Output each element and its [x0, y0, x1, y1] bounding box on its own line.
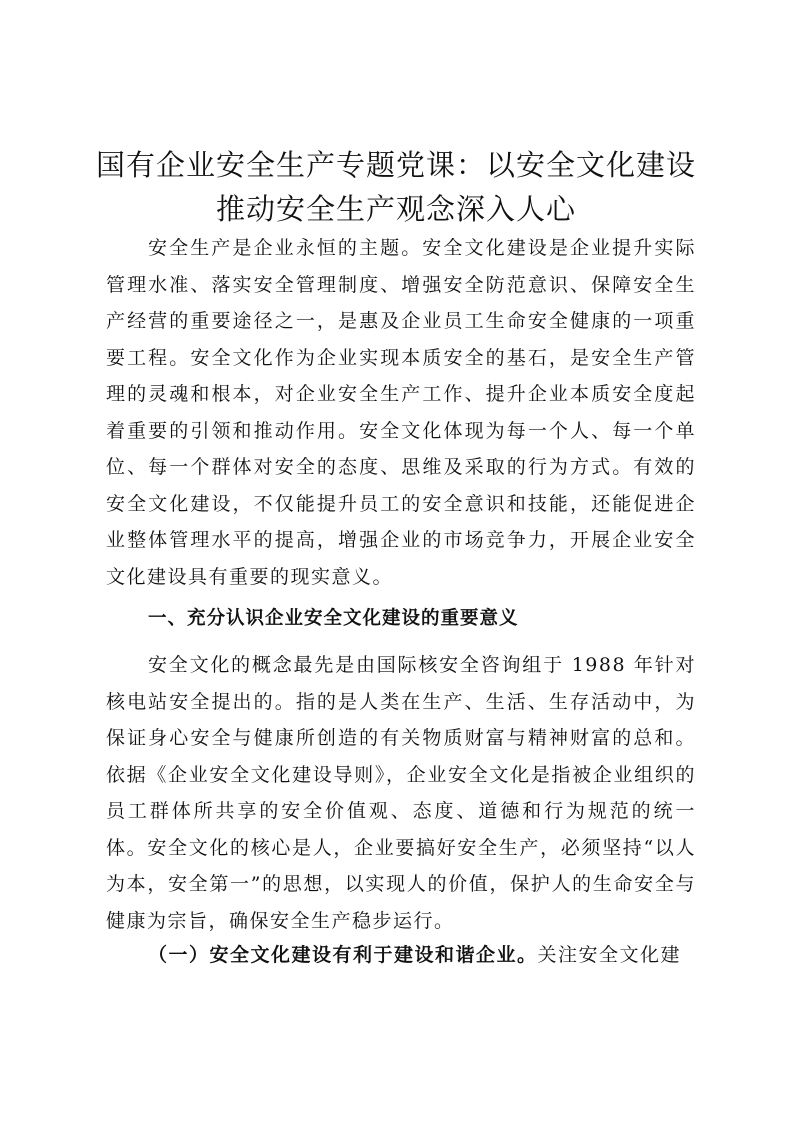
subsection-1-paragraph	[106, 937, 696, 974]
section-heading-1: 一、充分认识企业安全文化建设的重要意义	[148, 608, 519, 629]
subsection-heading-1: （一）安全文化建设有利于建设和谐企业。	[148, 944, 538, 966]
section-1-paragraph: 安全文化的概念最先是由国际核安全咨询组于 1988 年针对核电站安全提出的。指的是人类在生产、生活、生存活动中，为保证身心安全与健康所创造的有关物质财富与精神财富的总和。依据《企业安全文化建设导则》，企业安全文化是指被企业组织的员工群体所共享的安全价值观、态度、道德和行为规范的统一体。安全文化的核心是人，企业要搞好安全生产，必须坚持“以人为本，安全第一”的思想，以实现人的价值，保护人的生命安全与健康为宗旨，确保安全生产稳步运行。	[106, 654, 696, 932]
subsection-1-text: 关注安全文化建	[537, 944, 682, 966]
document-title-line-1: 国有企业安全生产专题党课：以安全文化建设	[96, 148, 697, 182]
document-title-line-2: 推动安全生产观念深入人心	[215, 192, 576, 226]
intro-paragraph: 安全生产是企业永恒的主题。安全文化建设是企业提升实际管理水准、落实安全管理制度、增强安全防范意识、保障安全生产经营的重要途径之一，是惠及企业员工生命安全健康的一项重要工程。安全文化作为企业实现本质安全的基石，是安全生产管理的灵魂和根本，对企业安全生产工作、提升企业本质安全度起着重要的引领和推动作用。安全文化体现为每一个人、每一个单位、每一个群体对安全的态度、思维及采取的行为方式。有效的安全文化建设，不仅能提升员工的安全意识和技能，还能促进企业整体管理水平的提高，增强企业的市场竞争力，开展企业安全文化建设具有重要的现实意义。	[106, 237, 696, 588]
